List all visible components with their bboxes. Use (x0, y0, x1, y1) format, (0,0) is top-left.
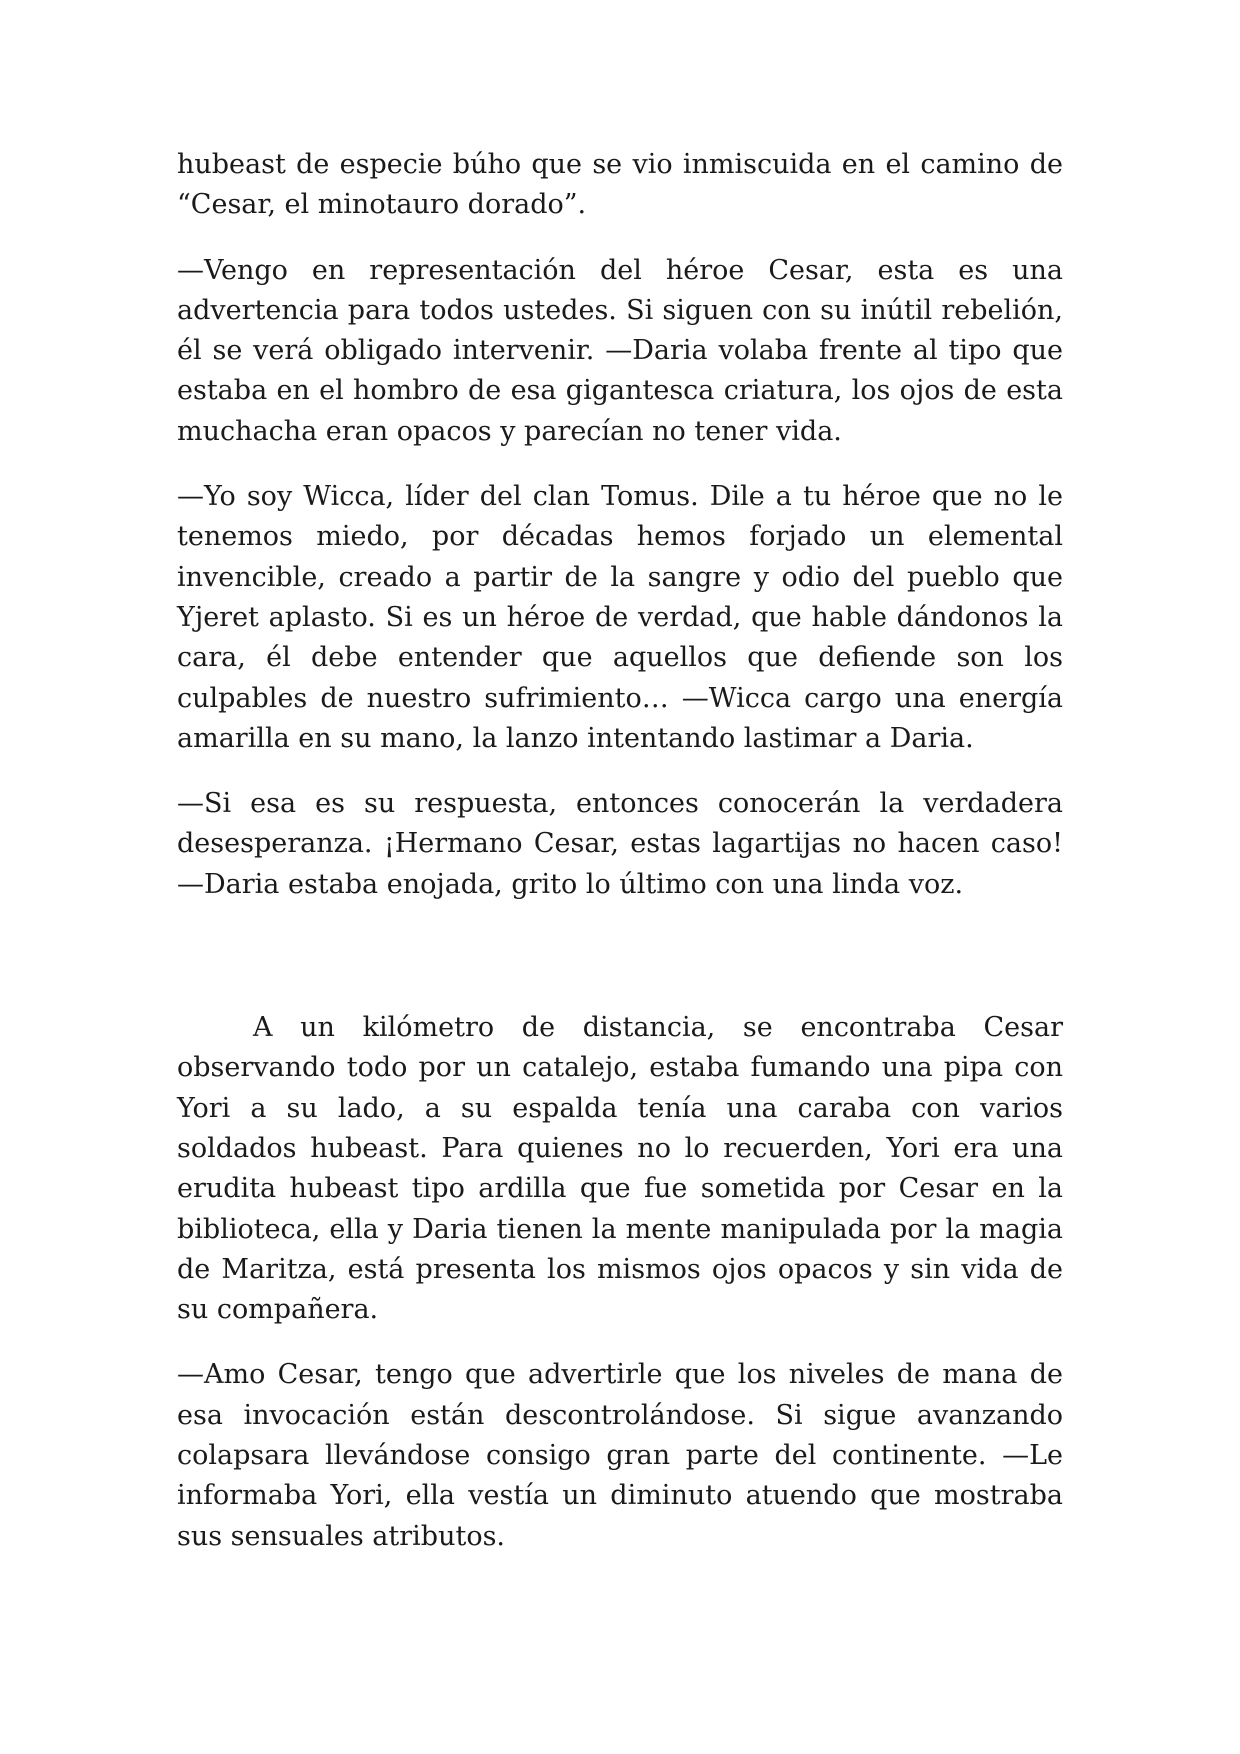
paragraph-daria-response: —Si esa es su respuesta, entonces conocerán la verdadera desesperanza. ¡Hermano Cesar, estas lagartijas no hacen caso! —Daria estaba enojada, grito lo último con una linda voz. (177, 788, 1063, 900)
paragraph-intro-continuation: hubeast de especie búho que se vio inmiscuida en el camino de “Cesar, el minotauro dorado”. (177, 149, 1063, 221)
paragraph-yori-warning: —Amo Cesar, tengo que advertirle que los niveles de mana de esa invocación están descontrolándose. Si sigue avanzando colapsara llevándose consigo gran parte del continente. —Le informaba Yori, ella vestía un diminuto atuendo que mostraba sus sensuales atributos. (177, 1359, 1063, 1552)
document-page (177, 145, 1063, 1582)
paragraph-wicca-reply: —Yo soy Wicca, líder del clan Tomus. Dile a tu héroe que no le tenemos miedo, por décadas hemos forjado un elemental invencible, creado a partir de la sangre y odio del pueblo que Yjeret aplasto. Si es un héroe de verdad, que hable dándonos la cara, él debe entender que aquellos que defiende son los culpables de nuestro sufrimiento… —Wicca cargo una energía amarilla en su mano, la lanzo intentando lastimar a Daria. (177, 481, 1063, 754)
paragraph-cesar-observing: A un kilómetro de distancia, se encontraba Cesar observando todo por un catalejo, estaba fumando una pipa con Yori a su lado, a su espalda tenía una caraba con varios soldados hubeast. Para quienes no lo recuerden, Yori era una erudita hubeast tipo ardilla que fue sometida por Cesar en la biblioteca, ella y Daria tienen la mente manipulada por la magia de Maritza, está presenta los mismos ojos opacos y sin vida de su compañera. (177, 1012, 1063, 1326)
scene-break (177, 930, 1063, 1008)
paragraph-daria-warning: —Vengo en representación del héroe Cesar, esta es una advertencia para todos ustedes. Si siguen con su inútil rebelión, él se verá obligado intervenir. —Daria volaba frente al tipo que estaba en el hombro de esa gigantesca criatura, los ojos de esta muchacha eran opacos y parecían no tener vida. (177, 254, 1063, 447)
